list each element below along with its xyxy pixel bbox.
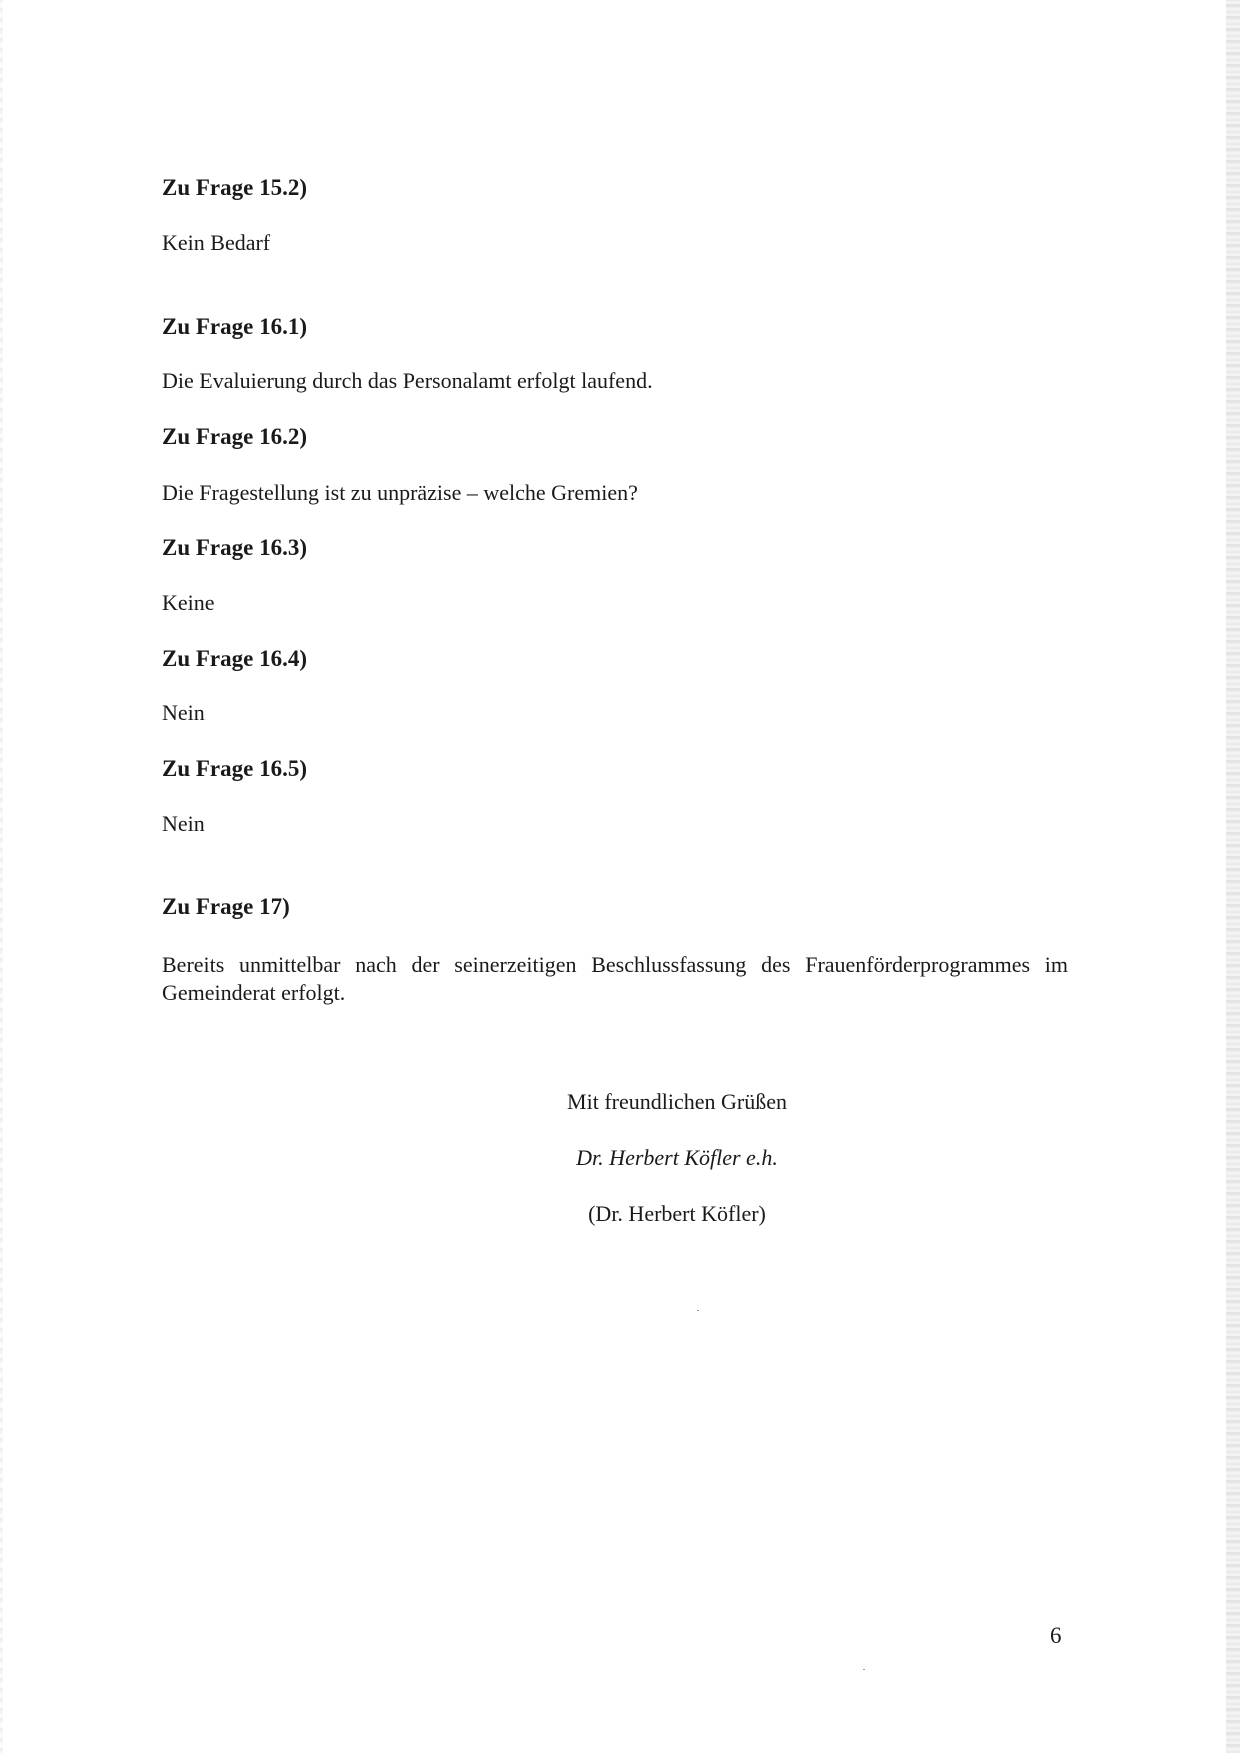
question-heading-17: Zu Frage 17) [162,894,290,919]
scan-speck [697,1310,699,1311]
answer-16-5: Nein [162,811,205,836]
answer-16-4: Nein [162,700,205,725]
answer-15-2: Kein Bedarf [162,230,271,255]
question-heading-16-5: Zu Frage 16.5) [162,756,308,781]
question-heading-16-2: Zu Frage 16.2) [162,424,308,449]
answer-17: Bereits unmittelbar nach der seinerzeitigen Beschlussfassung des Frauenförderprogrammes im Gemeinderat erfolgt. [162,952,1068,1005]
answer-16-3: Keine [162,590,215,615]
question-heading-16-4: Zu Frage 16.4) [162,646,308,671]
scan-edge-left [0,0,3,1753]
answer-16-1: Die Evaluierung durch das Personalamt erfolgt laufend. [162,368,653,393]
signatory-name: (Dr. Herbert Köfler) [588,1201,766,1226]
question-heading-15-2: Zu Frage 15.2) [162,175,308,200]
page-number: 6 [1050,1623,1062,1648]
answer-16-2: Die Fragestellung ist zu unpräzise – welche Gremien? [162,480,638,505]
question-heading-16-3: Zu Frage 16.3) [162,535,308,560]
scan-speck [863,1669,865,1670]
scan-edge-right [1226,0,1240,1753]
question-heading-16-1: Zu Frage 16.1) [162,314,308,339]
signature: Dr. Herbert Köfler e.h. [576,1145,778,1170]
closing-greeting: Mit freundlichen Grüßen [567,1089,787,1114]
